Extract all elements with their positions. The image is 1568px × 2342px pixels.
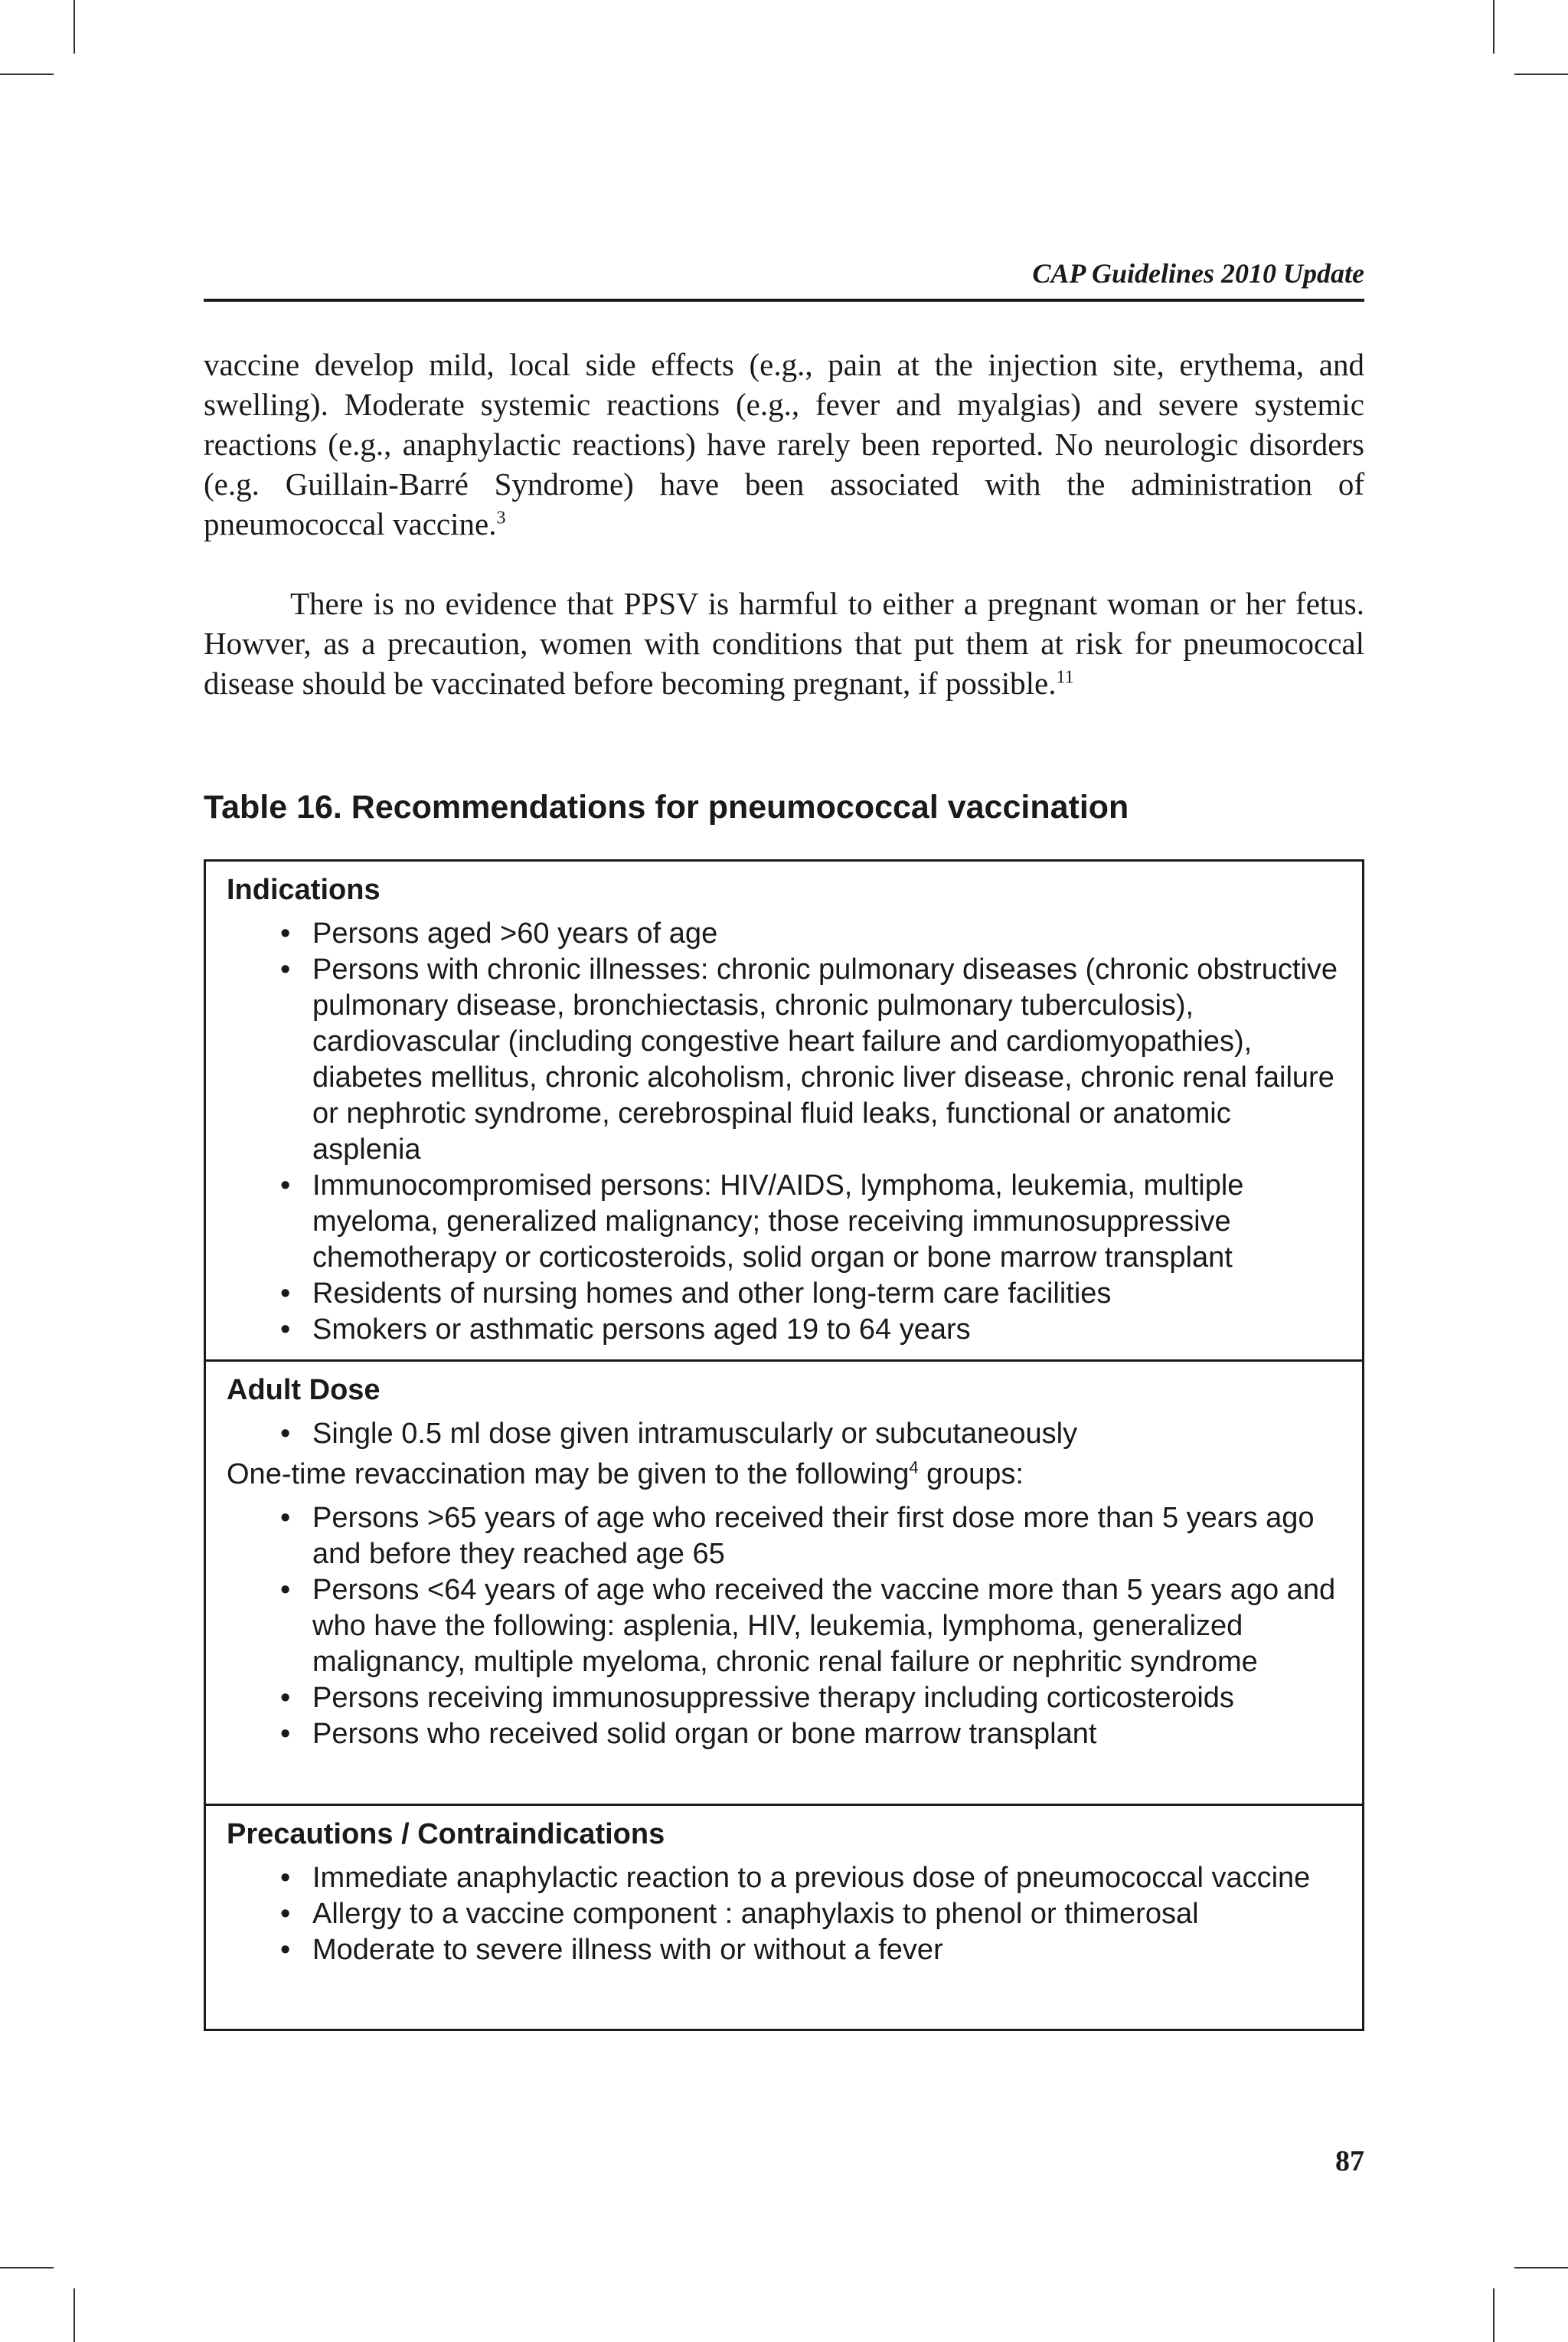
crop-mark [0, 2267, 54, 2268]
list-item: • Persons with chronic illnesses: chronic pulmonary diseases (chronic obstructive pulmonary disease, bronchiectasis, chronic pulmonary tuberculosis), cardiovascular (including congestive heart failure and cardiomyopathies), diabetes mellitus, chronic alcoholism, chronic liver disease, chronic renal failure or nephrotic syndrome, cerebrospinal fluid leaks, functional or anatomic asplenia [312, 952, 1344, 1168]
paragraph-text: vaccine develop mild, local side effects (e.g., pain at the injection site, erythema, and swelling). Moderate systemic reactions (e.g., fever and myalgias) and severe systemic reactions (e.g., anaphylactic reactions) have rarely been reported. No neurologic disorders (e.g. Guillain-Barré Syndrome) have been associated with the administration of pneumococcal vaccine. [204, 347, 1364, 541]
list-item: • Persons <64 years of age who received the vaccine more than 5 years ago and who have the following: asplenia, HIV, leukemia, lymphoma, generalized malignancy, multiple myeloma, chronic renal failure or nephritic syndrome [312, 1572, 1344, 1680]
crop-mark [1493, 0, 1494, 54]
crop-mark [74, 2288, 75, 2342]
header-rule [204, 299, 1364, 302]
list-item: • Single 0.5 ml dose given intramuscularly or subcutaneously [312, 1416, 1344, 1452]
list-item: • Residents of nursing homes and other long-term care facilities [312, 1276, 1344, 1312]
precautions-list [227, 1860, 1344, 1968]
list-item: • Moderate to severe illness with or without a fever [312, 1932, 1344, 1968]
body-paragraph [204, 345, 1364, 544]
body-paragraph [204, 584, 1364, 703]
list-item: • Persons >65 years of age who received their first dose more than 5 years ago and before they reached age 65 [312, 1500, 1344, 1572]
reference-superscript: 11 [1056, 667, 1074, 688]
section-heading: Indications [227, 874, 381, 906]
revaccination-note [227, 1457, 1344, 1493]
crop-mark [0, 74, 54, 75]
paragraph-text: There is no evidence that PPSV is harmful to either a pregnant woman or her fetus. Howver, as a precaution, women with conditions that put them at risk for pneumococcal disease should be vaccinated before becoming pregnant, if possible. [204, 586, 1364, 701]
crop-mark [74, 0, 75, 54]
section-heading: Precautions / Contraindications [227, 1818, 665, 1850]
recommendations-table [204, 859, 1364, 2031]
table-title: Table 16. Recommendations for pneumococcal vaccination [204, 789, 1129, 826]
note-text: groups: [918, 1458, 1024, 1490]
crop-mark [1514, 2267, 1568, 2268]
list-item: • Allergy to a vaccine component : anaphylaxis to phenol or thimerosal [312, 1896, 1344, 1932]
section-heading: Adult Dose [227, 1374, 381, 1406]
adult-dose-section [206, 1359, 1362, 1804]
revaccination-list [227, 1500, 1344, 1752]
list-item: • Persons aged >60 years of age [312, 916, 1344, 952]
running-header: CAP Guidelines 2010 Update [1032, 258, 1364, 289]
crop-mark [1514, 74, 1568, 75]
page-number: 87 [1335, 2145, 1364, 2177]
reference-superscript: 4 [909, 1457, 919, 1477]
list-item: • Immunocompromised persons: HIV/AIDS, lymphoma, leukemia, multiple myeloma, generalized malignancy; those receiving immunosuppressive chemotherapy or corticosteroids, solid organ or bone marrow transplant [312, 1168, 1344, 1276]
list-item: • Persons receiving immunosuppressive therapy including corticosteroids [312, 1680, 1344, 1716]
indications-section [206, 862, 1362, 1359]
list-item: • Persons who received solid organ or bone marrow transplant [312, 1716, 1344, 1752]
list-item: • Smokers or asthmatic persons aged 19 to 64 years [312, 1312, 1344, 1348]
list-item: • Immediate anaphylactic reaction to a previous dose of pneumococcal vaccine [312, 1860, 1344, 1896]
precautions-section [206, 1804, 1362, 1968]
dose-list [227, 1416, 1344, 1452]
crop-mark [1493, 2288, 1494, 2342]
indications-list [227, 916, 1344, 1348]
note-text: One-time revaccination may be given to the following [227, 1458, 910, 1490]
reference-superscript: 3 [496, 508, 506, 528]
